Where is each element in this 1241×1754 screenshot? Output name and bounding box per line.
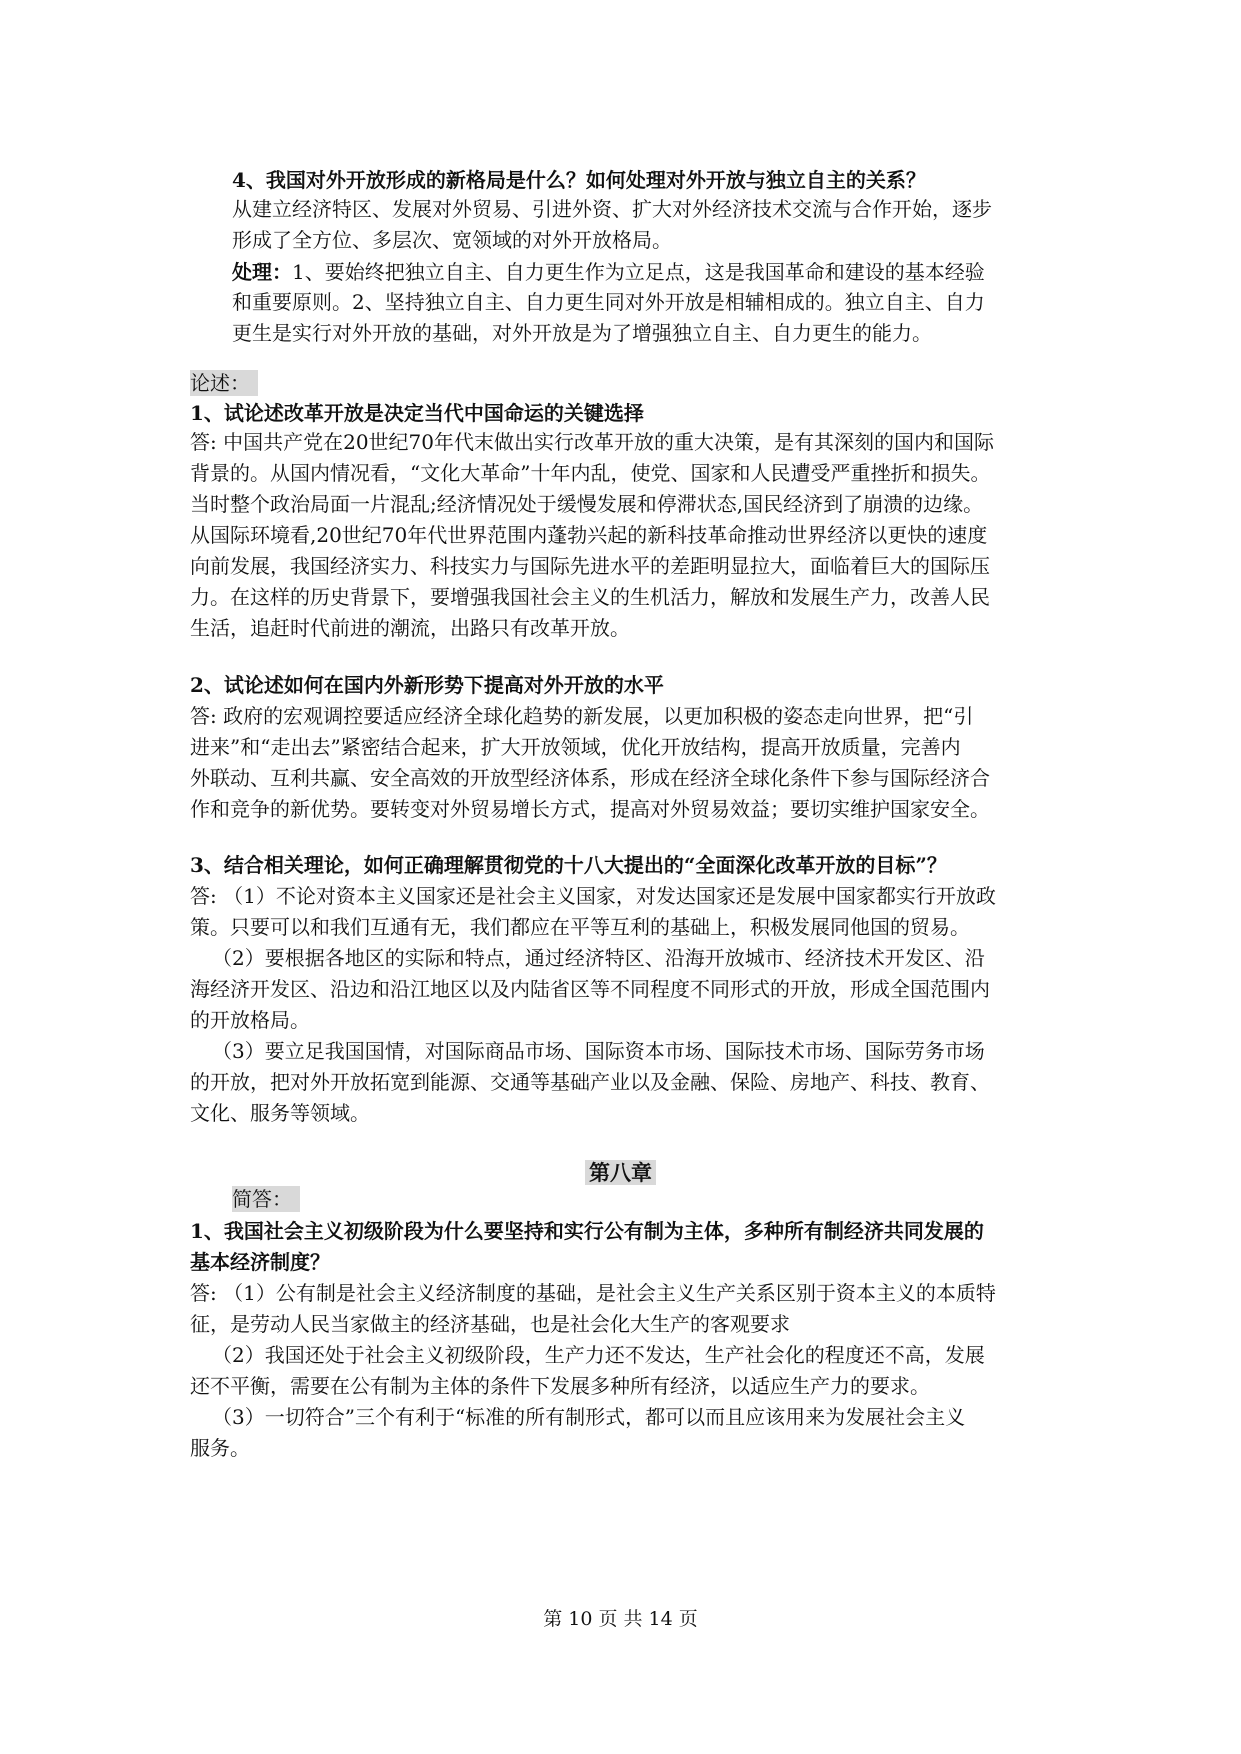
essay-q3-line: 的开放格局。: [190, 1008, 310, 1032]
essay-q3-line: 文化、服务等领域。: [190, 1101, 370, 1125]
ch8-q1-line: 服务。: [190, 1436, 250, 1460]
essay-q1-line: 答: 中国共产党在20世纪70年代末做出实行改革开放的重大决策，是有其深刻的国内和国际: [190, 430, 994, 454]
q4-handling-line: 和重要原则。2、坚持独立自主、自力更生同对外开放是相辅相成的。独立自主、自力: [232, 290, 985, 314]
ch8-q1-line: 答: （1）公有制是社会主义经济制度的基础，是社会主义生产关系区别于资本主义的本质特: [190, 1281, 996, 1305]
essay-q1-line: 向前发展，我国经济实力、科技实力与国际先进水平的差距明显拉大，面临着巨大的国际压: [190, 554, 990, 578]
ch8-q1-line: 征，是劳动人民当家做主的经济基础，也是社会化大生产的客观要求: [190, 1312, 790, 1336]
ch8-q1-line: （3）一切符合”三个有利于“标准的所有制形式，都可以而且应该用来为发展社会主义: [212, 1405, 966, 1429]
essay-q1-line: 背景的。从国内情况看，“文化大革命”十年内乱，使党、国家和人民遭受严重挫折和损失。: [190, 461, 991, 485]
essay-q3-line: （3）要立足我国国情，对国际商品市场、国际资本市场、国际技术市场、国际劳务市场: [212, 1039, 985, 1063]
essay-section-label: 论述：: [190, 370, 258, 396]
essay-q2-line: 答: 政府的宏观调控要适应经济全球化趋势的新发展，以更加积极的姿态走向世界，把“引: [190, 704, 974, 728]
essay-q3-line: 答: （1）不论对资本主义国家还是社会主义国家，对发达国家还是发展中国家都实行开放政: [190, 884, 996, 908]
chapter-title: 第八章: [585, 1160, 656, 1185]
essay-q3-title: 3、结合相关理论，如何正确理解贯彻党的十八大提出的“全面深化改革开放的目标”？: [190, 853, 947, 877]
q4-handling-line: 更生是实行对外开放的基础，对外开放是为了增强独立自主、自力更生的能力。: [232, 321, 932, 345]
essay-q3-line: 海经济开发区、沿边和沿江地区以及内陆省区等不同程度不同形式的开放，形成全国范围内: [190, 977, 990, 1001]
essay-q1-line: 生活，追赶时代前进的潮流，出路只有改革开放。: [190, 616, 630, 640]
q4-handling-line: [232, 260, 1062, 284]
ch8-q1-line: （2）我国还处于社会主义初级阶段，生产力还不发达，生产社会化的程度还不高，发展: [212, 1343, 985, 1367]
essay-q1-line: 力。在这样的历史背景下，要增强我国社会主义的生机活力，解放和发展生产力，改善人民: [190, 585, 990, 609]
essay-q2-line: 进来”和“走出去”紧密结合起来，扩大开放领域，优化开放结构，提高开放质量，完善内: [190, 735, 961, 759]
ch8-q1-line: 还不平衡，需要在公有制为主体的条件下发展多种所有经济，以适应生产力的要求。: [190, 1374, 930, 1398]
ch8-q1-title: 1、我国社会主义初级阶段为什么要坚持和实行公有制为主体，多种所有制经济共同发展的: [190, 1219, 984, 1243]
q4-title: 4、我国对外开放形成的新格局是什么？如何处理对外开放与独立自主的关系？: [232, 168, 926, 192]
essay-q3-line: （2）要根据各地区的实际和特点，通过经济特区、沿海开放城市、经济技术开发区、沿: [212, 946, 985, 970]
chapter-heading: [0, 1157, 1241, 1187]
page-footer: 第 10 页 共 14 页: [543, 1608, 698, 1630]
short-answer-label: 简答：: [232, 1186, 300, 1212]
essay-q1-line: 当时整个政治局面一片混乱;经济情况处于缓慢发展和停滞状态,国民经济到了崩溃的边缘。: [190, 492, 984, 516]
essay-q2-line: 作和竞争的新优势。要转变对外贸易增长方式，提高对外贸易效益；要切实维护国家安全。: [190, 797, 990, 821]
q4-handling-text: 1、要始终把独立自主、自力更生作为立足点，这是我国革命和建设的基本经验: [292, 260, 985, 284]
essay-q1-title: 1、试论述改革开放是决定当代中国命运的关键选择: [190, 401, 644, 425]
q4-handling-label: 处理：: [232, 260, 292, 284]
essay-q2-title: 2、试论述如何在国内外新形势下提高对外开放的水平: [190, 673, 664, 697]
essay-q2-line: 外联动、互利共赢、安全高效的开放型经济体系，形成在经济全球化条件下参与国际经济合: [190, 766, 990, 790]
essay-q3-line: 策。只要可以和我们互通有无，我们都应在平等互利的基础上，积极发展同他国的贸易。: [190, 915, 970, 939]
essay-q1-line: 从国际环境看,20世纪70年代世界范围内蓬勃兴起的新科技革命推动世界经济以更快的速度: [190, 523, 988, 547]
q4-answer-line: 形成了全方位、多层次、宽领域的对外开放格局。: [232, 228, 672, 252]
essay-q3-line: 的开放，把对外开放拓宽到能源、交通等基础产业以及金融、保险、房地产、科技、教育、: [190, 1070, 990, 1094]
q4-answer-line: 从建立经济特区、发展对外贸易、引进外资、扩大对外经济技术交流与合作开始，逐步: [232, 197, 992, 221]
ch8-q1-title: 基本经济制度？: [190, 1250, 330, 1274]
